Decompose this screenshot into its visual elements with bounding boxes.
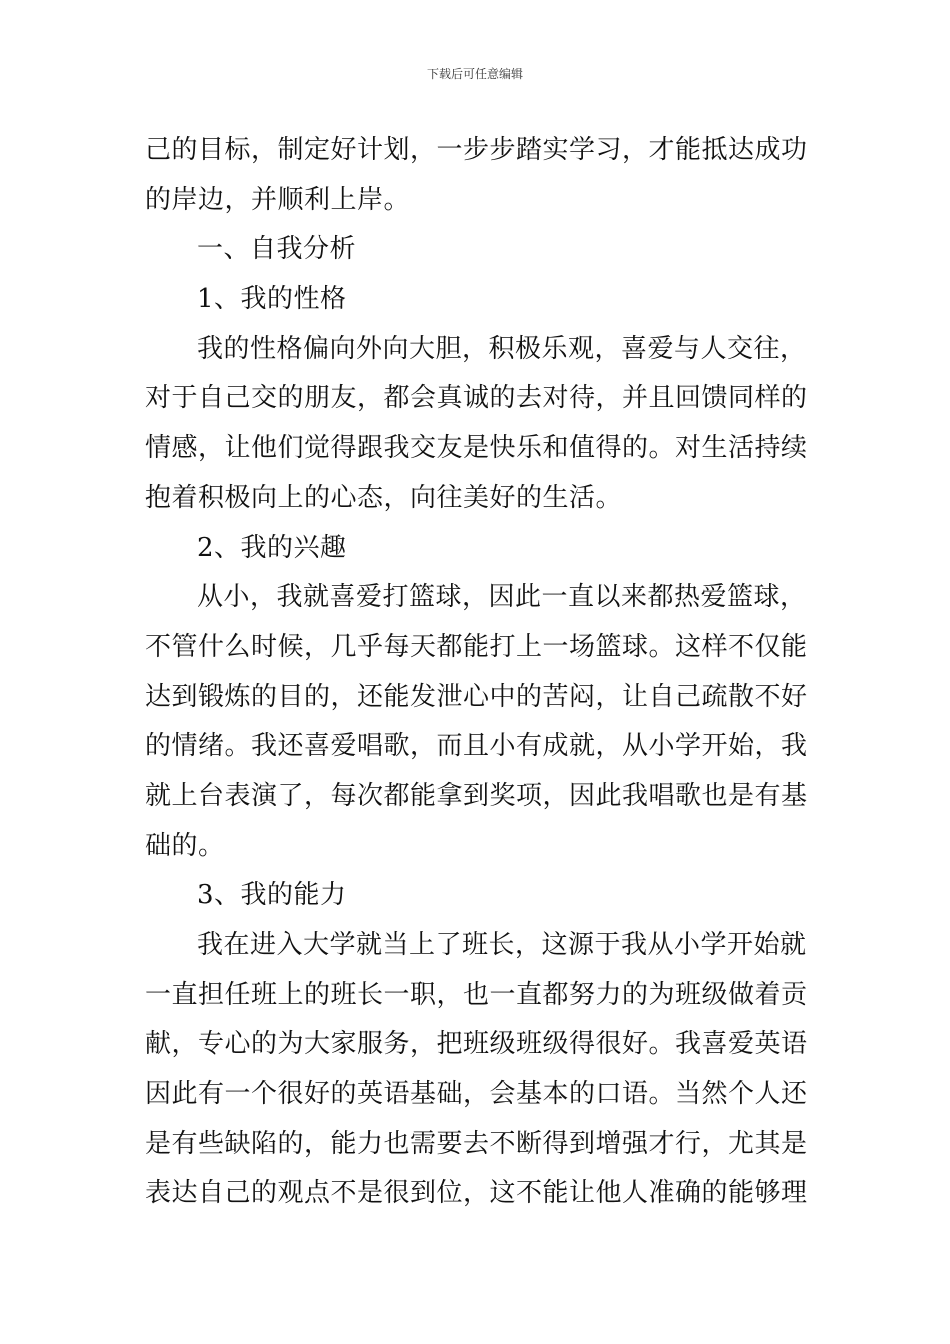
text-line: 就上台表演了，每次都能拿到奖项，因此我唱歌也是有基 [145,780,808,811]
text-line: 从小，我就喜爱打篮球，因此一直以来都热爱篮球， [197,582,807,613]
section-heading: 一、自我分析 [197,234,357,265]
text-line: 献，专心的为大家服务，把班级班级得很好。我喜爱英语 [145,1029,808,1060]
subsection-heading: 1、我的性格 [197,284,347,315]
text-line: 我在进入大学就当上了班长，这源于我从小学开始就 [197,930,807,960]
subsection-heading: 2、我的兴趣 [197,532,347,563]
text-line: 是有些缺陷的，能力也需要去不断得到增强才行，尤其是 [145,1128,808,1159]
text-line: 抱着积极向上的心态，向往美好的生活。 [145,482,623,513]
text-line: 我的性格偏向外向大胆，积极乐观，喜爱与人交往， [197,333,807,364]
page-header: 下载后可任意编辑 [426,67,523,81]
text-line: 情感，让他们觉得跟我交友是快乐和值得的。对生活持续 [145,433,808,464]
text-line: 不管什么时候，几乎每天都能打上一场篮球。这样不仅能 [145,631,808,662]
text-line: 的岸边，并顺利上岸。 [145,184,411,215]
text-line: 对于自己交的朋友，都会真诚的去对待，并且回馈同样的 [145,383,808,414]
text-line: 的情绪。我还喜爱唱歌，而且小有成就，从小学开始，我 [145,731,808,762]
text-line: 表达自己的观点不是很到位，这不能让他人准确的能够理 [145,1178,808,1209]
text-line: 一直担任班上的班长一职，也一直都努力的为班级做着贡 [145,979,808,1010]
document-body [145,126,807,1219]
text-line: 己的目标，制定好计划，一步步踏实学习，才能抵达成功 [145,135,808,165]
text-line: 达到锻炼的目的，还能发泄心中的苦闷，让自己疏散不好 [145,681,808,712]
subsection-heading: 3、我的能力 [197,880,347,911]
text-line: 础的。 [145,830,225,861]
text-line: 因此有一个很好的英语基础，会基本的口语。当然个人还 [145,1079,808,1110]
